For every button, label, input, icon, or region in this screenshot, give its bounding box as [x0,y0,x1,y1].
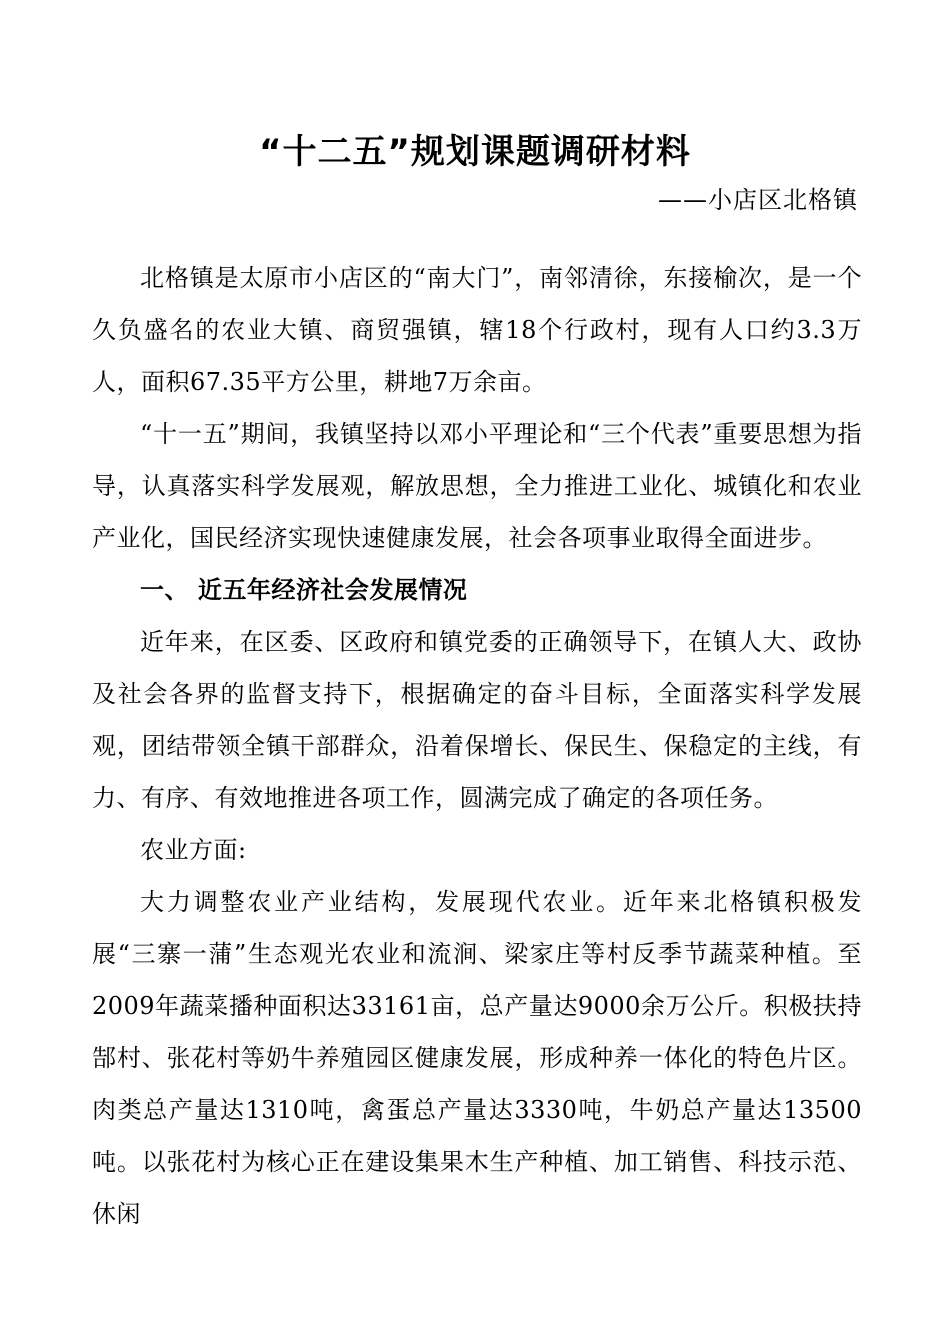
document-body [92,252,862,1240]
paragraph-agriculture-heading: 农业方面: [140,836,247,864]
paragraph-agriculture: 大力调整农业产业结构，发展现代农业。近年来北格镇积极发展“三寨一蒲”生态观光农业和流涧、梁家庄等村反季节蔬菜种植。至2009年蔬菜播种面积达33161亩，总产量达9000余万公斤。积极扶持郜村、张花村等奶牛养殖园区健康发展，形成种养一体化的特色片区。肉类总产量达1310吨，禽蛋总产量达3330吨，牛奶总产量达13500吨。以张花村为核心正在建设集果木生产种植、加工销售、科技示范、休闲 [92,888,862,1228]
paragraph-eleventh-five-year: “十一五”期间，我镇坚持以邓小平理论和“三个代表”重要思想为指导，认真落实科学发展观，解放思想，全力推进工业化、城镇化和农业产业化，国民经济实现快速健康发展，社会各项事业取得全面进步。 [92,420,862,552]
document-subtitle: ——小店区北格镇 [658,186,858,214]
paragraph-intro: 北格镇是太原市小店区的“南大门”，南邻清徐，东接榆次，是一个久负盛名的农业大镇、商贸强镇，辖18个行政村，现有人口约3.3万人，面积67.35平方公里，耕地7万余亩。 [92,264,862,396]
section-heading-1: 一、 近五年经济社会发展情况 [140,576,468,604]
document-title: “十二五”规划课题调研材料 [259,132,691,172]
paragraph-recent-years: 近年来，在区委、区政府和镇党委的正确领导下，在镇人大、政协及社会各界的监督支持下，根据确定的奋斗目标，全面落实科学发展观，团结带领全镇干部群众，沿着保增长、保民生、保稳定的主线，有力、有序、有效地推进各项工作，圆满完成了确定的各项任务。 [92,628,862,812]
